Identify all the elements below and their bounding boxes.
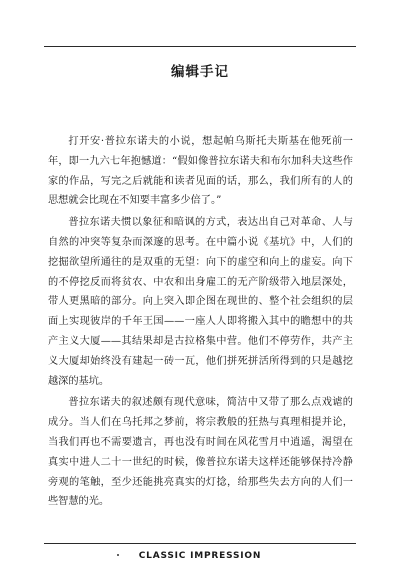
paragraph: 打开安·普拉东诺夫的小说，想起帕乌斯托夫斯基在他死前一年，即一九六七年抱憾道：“假如像普拉东诺夫和布尔加科夫这些作家的作品，写完之后就能和读者见面的话，那么，我们所有的人的思想就会比现在不知要丰富多少倍了。” [48, 136, 353, 207]
bottom-rule [44, 543, 356, 544]
body-text [48, 132, 353, 514]
paragraph: 普拉东诺夫惯以象征和暗讽的方式，表达出自己对革命、人与自然的冲突等复杂而深邃的思考。在中篇小说《基坑》中，人们的挖掘欲望所通往的是双重的无望：向下的虚空和向上的虚妄。向下的不停挖反而将贫农、中农和出身雇工的无产阶级带入地层深处，带人更黑暗的部分。向上突入即企图在现世的、整个社会组织的层面上实现彼岸的千年王国——一座人人即将搬入其中的瞻想中的共产主义大厦——其结果却是古拉格集中营。他们不停劳作，共产主义大厦却始终没有建起一砖一瓦，他们拼死拼活所得到的只是越挖越深的基坑。 [48, 217, 353, 387]
series-footer: CLASSIC IMPRESSION [138, 551, 262, 561]
paragraph: 普拉东诺夫的叙述颇有现代意味，简洁中又带了那么点戏谑的成分。当人们在乌托邦之梦前，将宗教般的狂热与真理相提并论，当我们再也不需要遗言，再也没有时间在风花雪月中逍遥，渴望在真实中进人二十一世纪的时候，像普拉东诺夫这样还能够保持冷静旁观的笔触，至少还能挑亮真实的灯捻，给那些失去方向的人们一些智慧的光。 [48, 397, 353, 508]
top-rule [44, 46, 356, 47]
page-title: 编辑手记 [171, 64, 229, 80]
